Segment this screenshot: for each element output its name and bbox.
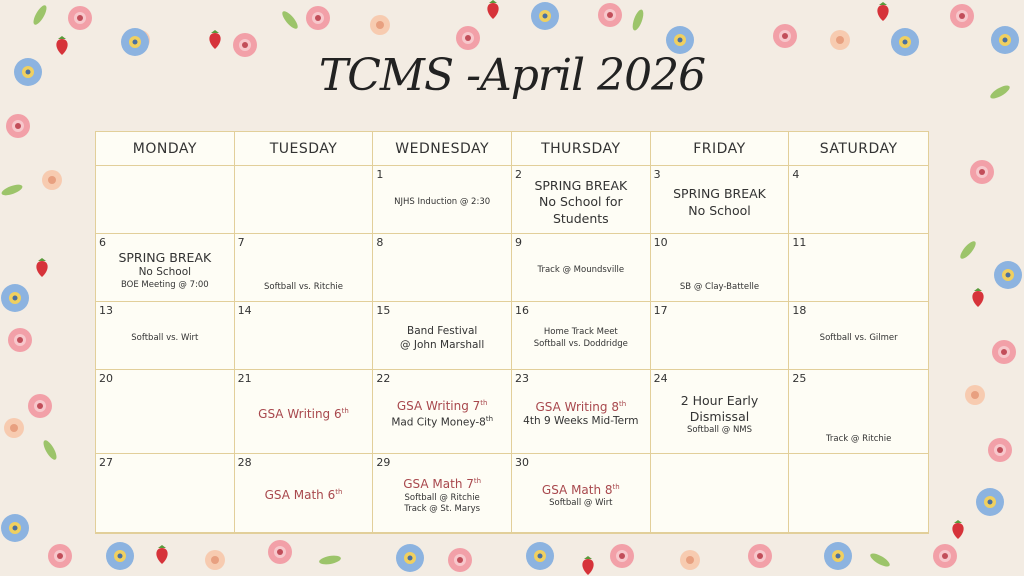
event-list xyxy=(373,166,511,233)
day-cell[interactable] xyxy=(789,302,928,370)
event-text: 2 Hour Early Dismissal xyxy=(680,392,759,424)
day-number: 14 xyxy=(237,304,252,317)
event-item xyxy=(536,400,627,416)
day-number: 4 xyxy=(792,168,800,181)
day-number: 10 xyxy=(653,236,668,249)
day-cell[interactable] xyxy=(512,370,651,454)
day-number: 6 xyxy=(99,236,106,249)
day-cell[interactable] xyxy=(651,234,790,302)
calendar xyxy=(95,131,929,534)
event-text: Band Festival xyxy=(407,324,478,337)
event-item xyxy=(680,282,759,293)
event-list xyxy=(373,370,511,453)
day-cell[interactable] xyxy=(96,302,235,370)
day-cell[interactable] xyxy=(512,166,651,234)
event-item xyxy=(403,477,481,493)
day-number: 2 xyxy=(515,168,522,181)
day-number: 24 xyxy=(653,372,668,385)
day-header-friday: FRIDAY xyxy=(651,132,790,166)
day-header-monday: MONDAY xyxy=(96,132,235,166)
day-number: 16 xyxy=(515,304,529,317)
event-text: Softball @ Ritchie xyxy=(404,492,480,503)
day-number: 27 xyxy=(99,456,113,469)
event-list xyxy=(96,370,234,453)
event-text: SPRING BREAK xyxy=(534,178,628,194)
event-list xyxy=(96,454,234,532)
day-cell[interactable] xyxy=(651,454,790,533)
event-text: SPRING BREAK xyxy=(673,186,766,202)
event-text: NJHS Induction @ 2:30 xyxy=(394,196,491,207)
day-header-thursday: THURSDAY xyxy=(512,132,651,166)
event-item xyxy=(523,415,638,429)
event-item xyxy=(400,339,484,353)
event-list xyxy=(789,302,928,369)
day-cell[interactable] xyxy=(373,166,512,234)
day-cell[interactable] xyxy=(96,166,235,234)
day-number: 11 xyxy=(792,236,807,249)
event-text: Track @ Ritchie xyxy=(825,433,892,444)
day-number: 30 xyxy=(515,456,529,469)
day-cell[interactable] xyxy=(96,454,235,533)
ordinal-suffix: th xyxy=(485,414,494,423)
day-number: 15 xyxy=(376,304,391,317)
event-text: SB @ Clay-Battelle xyxy=(679,281,760,292)
day-cell[interactable] xyxy=(512,234,651,302)
event-text: Softball vs. Doddridge xyxy=(533,338,628,349)
event-text: 4th 9 Weeks Mid-Term xyxy=(523,415,639,428)
event-list xyxy=(789,454,928,532)
event-list xyxy=(96,234,234,301)
day-number: 3 xyxy=(653,168,661,181)
ordinal-suffix: th xyxy=(335,488,343,497)
event-list xyxy=(96,166,234,233)
day-header-wednesday: WEDNESDAY xyxy=(373,132,512,166)
day-number: 13 xyxy=(99,304,113,317)
event-item xyxy=(687,425,752,436)
event-item xyxy=(404,504,480,515)
day-cell[interactable] xyxy=(235,454,374,533)
day-number: 1 xyxy=(376,168,384,181)
event-text: GSA Math 7 xyxy=(403,477,474,492)
day-number: 21 xyxy=(237,372,252,385)
event-item xyxy=(405,493,480,504)
day-cell[interactable] xyxy=(235,302,374,370)
event-text: GSA Math 8 xyxy=(541,482,613,497)
event-list xyxy=(789,370,928,453)
event-list xyxy=(96,302,234,369)
event-item xyxy=(258,407,349,423)
day-cell[interactable] xyxy=(789,234,928,302)
day-cell[interactable] xyxy=(373,454,512,533)
event-list xyxy=(235,234,373,301)
event-text: GSA Math 6 xyxy=(264,488,336,503)
ordinal-suffix: th xyxy=(612,482,620,491)
event-list xyxy=(789,234,928,301)
event-text: BOE Meeting @ 7:00 xyxy=(120,279,209,290)
event-item xyxy=(549,498,612,509)
event-list xyxy=(651,454,789,532)
event-list xyxy=(373,302,511,369)
event-list xyxy=(235,454,373,532)
day-cell[interactable] xyxy=(373,234,512,302)
event-item xyxy=(265,488,343,504)
day-number: 23 xyxy=(515,372,529,385)
event-list xyxy=(512,234,650,301)
day-number: 29 xyxy=(376,456,391,469)
day-cell[interactable] xyxy=(96,234,235,302)
event-list xyxy=(235,166,373,233)
event-list xyxy=(235,370,373,453)
event-list xyxy=(235,302,373,369)
calendar-title: TCMS -April 2026 xyxy=(318,50,706,101)
event-text: Track @ St. Marys xyxy=(404,503,481,514)
day-number: 8 xyxy=(376,236,384,249)
event-text: GSA Writing 6 xyxy=(258,406,342,421)
day-number: 20 xyxy=(99,372,113,385)
ordinal-suffix: th xyxy=(473,477,482,486)
calendar-grid xyxy=(96,132,928,533)
event-item xyxy=(407,325,477,339)
day-cell[interactable] xyxy=(512,302,651,370)
day-cell[interactable] xyxy=(512,454,651,533)
day-cell[interactable] xyxy=(235,166,374,234)
event-list xyxy=(512,302,650,369)
day-cell[interactable] xyxy=(373,370,512,454)
event-text: Softball @ NMS xyxy=(686,425,753,436)
event-item xyxy=(534,178,627,194)
event-item xyxy=(139,266,191,280)
event-item xyxy=(826,434,891,445)
event-item xyxy=(542,483,620,499)
event-text: Mad City Money-8 xyxy=(391,416,486,429)
event-item xyxy=(534,339,628,350)
day-number: 17 xyxy=(653,304,668,317)
event-item xyxy=(820,333,898,344)
day-number: 18 xyxy=(792,304,807,317)
day-cell[interactable] xyxy=(373,302,512,370)
event-item xyxy=(131,333,198,344)
event-text: No School for Students xyxy=(539,194,623,226)
day-cell[interactable] xyxy=(235,370,374,454)
event-list xyxy=(651,370,789,453)
event-list xyxy=(512,166,650,233)
day-cell[interactable] xyxy=(651,302,790,370)
event-item xyxy=(264,282,343,293)
event-text: No School xyxy=(138,266,192,279)
event-item xyxy=(514,194,648,227)
event-text: Softball vs. Gilmer xyxy=(819,332,898,343)
event-list xyxy=(651,166,789,233)
event-text: Softball vs. Ritchie xyxy=(264,281,343,292)
event-item xyxy=(688,203,750,219)
event-text: SPRING BREAK xyxy=(118,250,212,266)
event-list xyxy=(373,234,511,301)
event-item xyxy=(653,393,787,426)
day-cell[interactable] xyxy=(789,370,928,454)
ordinal-suffix: th xyxy=(480,399,488,408)
event-item xyxy=(118,250,211,266)
event-text: GSA Writing 8 xyxy=(535,399,619,414)
event-item xyxy=(544,327,618,338)
event-text: Track @ Moundsville xyxy=(537,264,625,275)
event-text: Softball @ Wirt xyxy=(549,498,613,509)
event-text: GSA Writing 7 xyxy=(396,399,481,414)
event-list xyxy=(651,234,789,301)
event-list xyxy=(373,454,511,532)
day-cell[interactable] xyxy=(651,166,790,234)
event-item xyxy=(397,399,488,415)
day-number: 28 xyxy=(237,456,252,469)
event-item xyxy=(121,280,209,291)
ordinal-suffix: th xyxy=(618,399,627,408)
event-list xyxy=(651,302,789,369)
event-list xyxy=(512,370,650,453)
event-item xyxy=(673,186,766,202)
day-number: 7 xyxy=(237,236,245,249)
event-list xyxy=(789,166,928,233)
event-text: @ John Marshall xyxy=(400,338,485,351)
event-item xyxy=(538,265,625,276)
ordinal-suffix: th xyxy=(341,406,349,415)
event-text: No School xyxy=(688,202,751,218)
day-cell[interactable] xyxy=(789,454,928,533)
day-header-tuesday: TUESDAY xyxy=(235,132,374,166)
event-item xyxy=(391,415,493,430)
day-number: 9 xyxy=(515,236,522,249)
day-number: 22 xyxy=(376,372,391,385)
event-list xyxy=(512,454,650,532)
day-cell[interactable] xyxy=(96,370,235,454)
day-cell[interactable] xyxy=(235,234,374,302)
day-number: 25 xyxy=(792,372,807,385)
day-cell[interactable] xyxy=(789,166,928,234)
event-text: Home Track Meet xyxy=(543,327,618,338)
event-item xyxy=(394,197,490,208)
event-text: Softball vs. Wirt xyxy=(131,332,199,343)
day-header-saturday: SATURDAY xyxy=(789,132,928,166)
day-cell[interactable] xyxy=(651,370,790,454)
